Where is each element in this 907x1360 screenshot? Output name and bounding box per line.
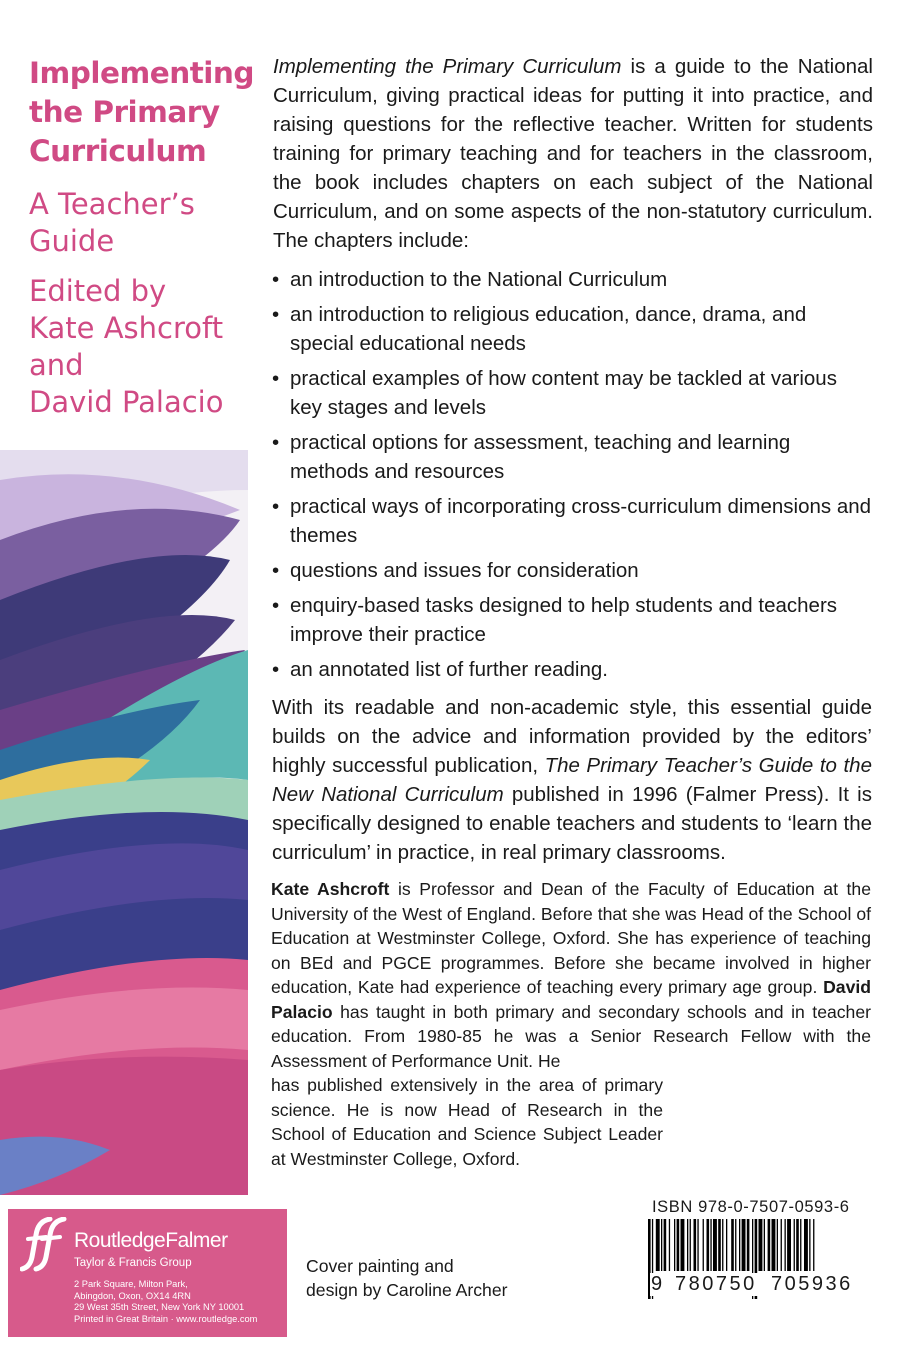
description-book-title: Implementing the Primary Curriculum: [273, 55, 622, 78]
barcode-bar: [722, 1219, 723, 1271]
editors: [29, 273, 269, 421]
isbn-digit-first: 9: [651, 1273, 663, 1295]
list-item-text: practical examples of how content may be tackled at various key stages and levels: [290, 367, 837, 419]
book-description: [273, 52, 873, 255]
summary-paragraph: [272, 693, 872, 867]
cover-painting: [0, 450, 248, 1195]
barcode-bar: [804, 1219, 808, 1271]
credit-line: design by Caroline Archer: [306, 1280, 508, 1300]
publisher-box: [8, 1209, 287, 1337]
barcode-bar: [694, 1219, 697, 1271]
barcode-bar: [726, 1219, 727, 1271]
credit-line: Cover painting and: [306, 1256, 454, 1276]
barcode-bar: [768, 1219, 771, 1271]
barcode-bar: [785, 1219, 786, 1271]
list-item: [272, 492, 872, 550]
bio-text: has taught in both primary and secondary schools and in teacher education. From 1980-85 he was a Senior Research Fellow with the Assessment of Performance Unit. He: [271, 1001, 871, 1071]
publisher-logo-icon: [20, 1217, 68, 1273]
list-item: [272, 428, 872, 486]
subtitle-line: A Teacher’s: [29, 187, 195, 221]
editor-bio-continued: has published extensively in the area of primary science. He is now Head of Research in the School of Education and Science Subject Leader at Westminster College, Oxford.: [271, 1075, 663, 1169]
barcode-bar: [669, 1219, 670, 1271]
bio-text: is Professor and Dean of the Faculty of Education at the University of the West of England. Before that she was Head of the School of Education at Westminster College, Oxford. She has experience of teaching on BEd and PGCE programmes. Before she became involved in higher education, Kate had experience of teaching every primary age group.: [271, 879, 871, 997]
address-line: Abingdon, Oxon, OX14 4RN: [74, 1290, 191, 1301]
barcode-bar: [764, 1219, 765, 1271]
list-item-text: an annotated list of further reading.: [290, 658, 608, 681]
list-item: [272, 591, 872, 649]
barcode-bar: [718, 1219, 721, 1271]
bullet-icon: •: [272, 594, 280, 617]
barcode-bar: [687, 1219, 688, 1271]
editors-line: Edited by: [29, 274, 167, 308]
list-item-text: enquiry-based tasks designed to help students and teachers improve their practice: [290, 594, 838, 646]
list-item-text: an introduction to religious education, dance, drama, and special educational needs: [290, 303, 807, 355]
bullet-icon: •: [272, 268, 280, 291]
address-line: 2 Park Square, Milton Park,: [74, 1279, 188, 1289]
barcode-icon: [644, 1219, 868, 1319]
barcode-bar: [777, 1219, 778, 1271]
description-text: is a guide to the National Curriculum, giving practical ideas for putting it into practice, and raising questions for the reflective teacher. Written for students training for primary teaching and for teachers in the classroom, the book includes chapters on each subject of the National Curriculum, and on some aspects of the non-statutory curriculum. The chapters include:: [273, 55, 873, 252]
list-item: [272, 655, 872, 684]
title-line: the Primary: [29, 95, 220, 129]
cover-credit: [306, 1254, 566, 1302]
barcode-bar: [690, 1219, 691, 1271]
barcode-bar: [794, 1219, 795, 1271]
isbn-digit-group: 705936: [771, 1273, 853, 1295]
address-line: 29 West 35th Street, New York NY 10001: [74, 1302, 245, 1313]
subtitle-line: Guide: [29, 224, 115, 258]
barcode-bar: [697, 1219, 698, 1271]
barcode-bar: [710, 1219, 711, 1271]
barcode-bar: [781, 1219, 782, 1271]
book-title: [29, 54, 259, 171]
barcode-bar: [707, 1219, 710, 1271]
bullet-icon: •: [272, 495, 280, 518]
barcode-bar: [772, 1219, 776, 1271]
summary-text: With its readable and non-academic style, this essential guide builds on the advice and information provided by the editors’ highly successful publication,: [272, 696, 872, 777]
barcode-bar: [787, 1219, 791, 1271]
list-item-text: practical ways of incorporating cross-curriculum dimensions and themes: [290, 495, 872, 547]
barcode-bar: [800, 1219, 801, 1271]
list-item-text: practical options for assessment, teaching and learning methods and resources: [290, 431, 791, 483]
publisher-name: RoutledgeFalmer: [74, 1229, 228, 1252]
bullet-icon: •: [272, 303, 280, 326]
isbn-digit-group: 780750: [675, 1273, 757, 1295]
barcode-bar: [813, 1219, 814, 1271]
bullet-icon: •: [272, 367, 280, 390]
barcode-bar: [731, 1219, 734, 1271]
list-item: [272, 556, 872, 585]
barcode-bar: [735, 1219, 736, 1271]
list-item: [272, 300, 872, 358]
barcode-bar: [677, 1219, 680, 1271]
list-item-text: an introduction to the National Curriculum: [290, 268, 668, 291]
editors-line: and: [29, 348, 84, 382]
editors-line: Kate Ashcroft: [29, 311, 224, 345]
barcode-bar: [796, 1219, 799, 1271]
bullet-icon: •: [272, 658, 280, 681]
chapter-list: [272, 265, 872, 690]
barcode-bar: [674, 1219, 675, 1271]
editors-line: David Palacio: [29, 385, 224, 419]
barcode-bar: [742, 1219, 746, 1271]
barcode-bar: [661, 1219, 662, 1271]
list-item: [272, 364, 872, 422]
barcode-bar: [809, 1219, 810, 1271]
title-line: Implementing: [29, 56, 255, 90]
cited-book-title: The Primary Teacher’s Guide to the New National Curriculum: [272, 754, 872, 806]
editor-name: David Palacio: [271, 977, 871, 1022]
barcode-bar: [747, 1219, 750, 1271]
list-item: [272, 265, 872, 294]
barcode-bar: [759, 1219, 763, 1271]
publisher-address: [74, 1279, 257, 1326]
barcode-bar: [664, 1219, 667, 1271]
barcode-bar: [681, 1219, 685, 1271]
barcode-bar: [703, 1219, 704, 1271]
editor-name: Kate Ashcroft: [271, 879, 390, 899]
title-line: Curriculum: [29, 134, 207, 168]
barcode-bar: [739, 1219, 740, 1271]
bullet-icon: •: [272, 559, 280, 582]
barcode-bar: [713, 1219, 717, 1271]
summary-text: published in 1996 (Falmer Press). It is specifically designed to enable teachers and students to ‘learn the curriculum’ in practice, in real primary classrooms.: [272, 783, 872, 864]
book-subtitle: [29, 186, 259, 260]
editor-bio: [271, 877, 871, 1073]
bullet-icon: •: [272, 431, 280, 454]
list-item-text: questions and issues for consideration: [290, 559, 639, 582]
publisher-group: Taylor & Francis Group: [74, 1257, 192, 1269]
address-line: Printed in Great Britain · www.routledge.com: [74, 1314, 258, 1325]
barcode-bar: [656, 1219, 660, 1271]
isbn-label: ISBN 978-0-7507-0593-6: [652, 1198, 850, 1216]
